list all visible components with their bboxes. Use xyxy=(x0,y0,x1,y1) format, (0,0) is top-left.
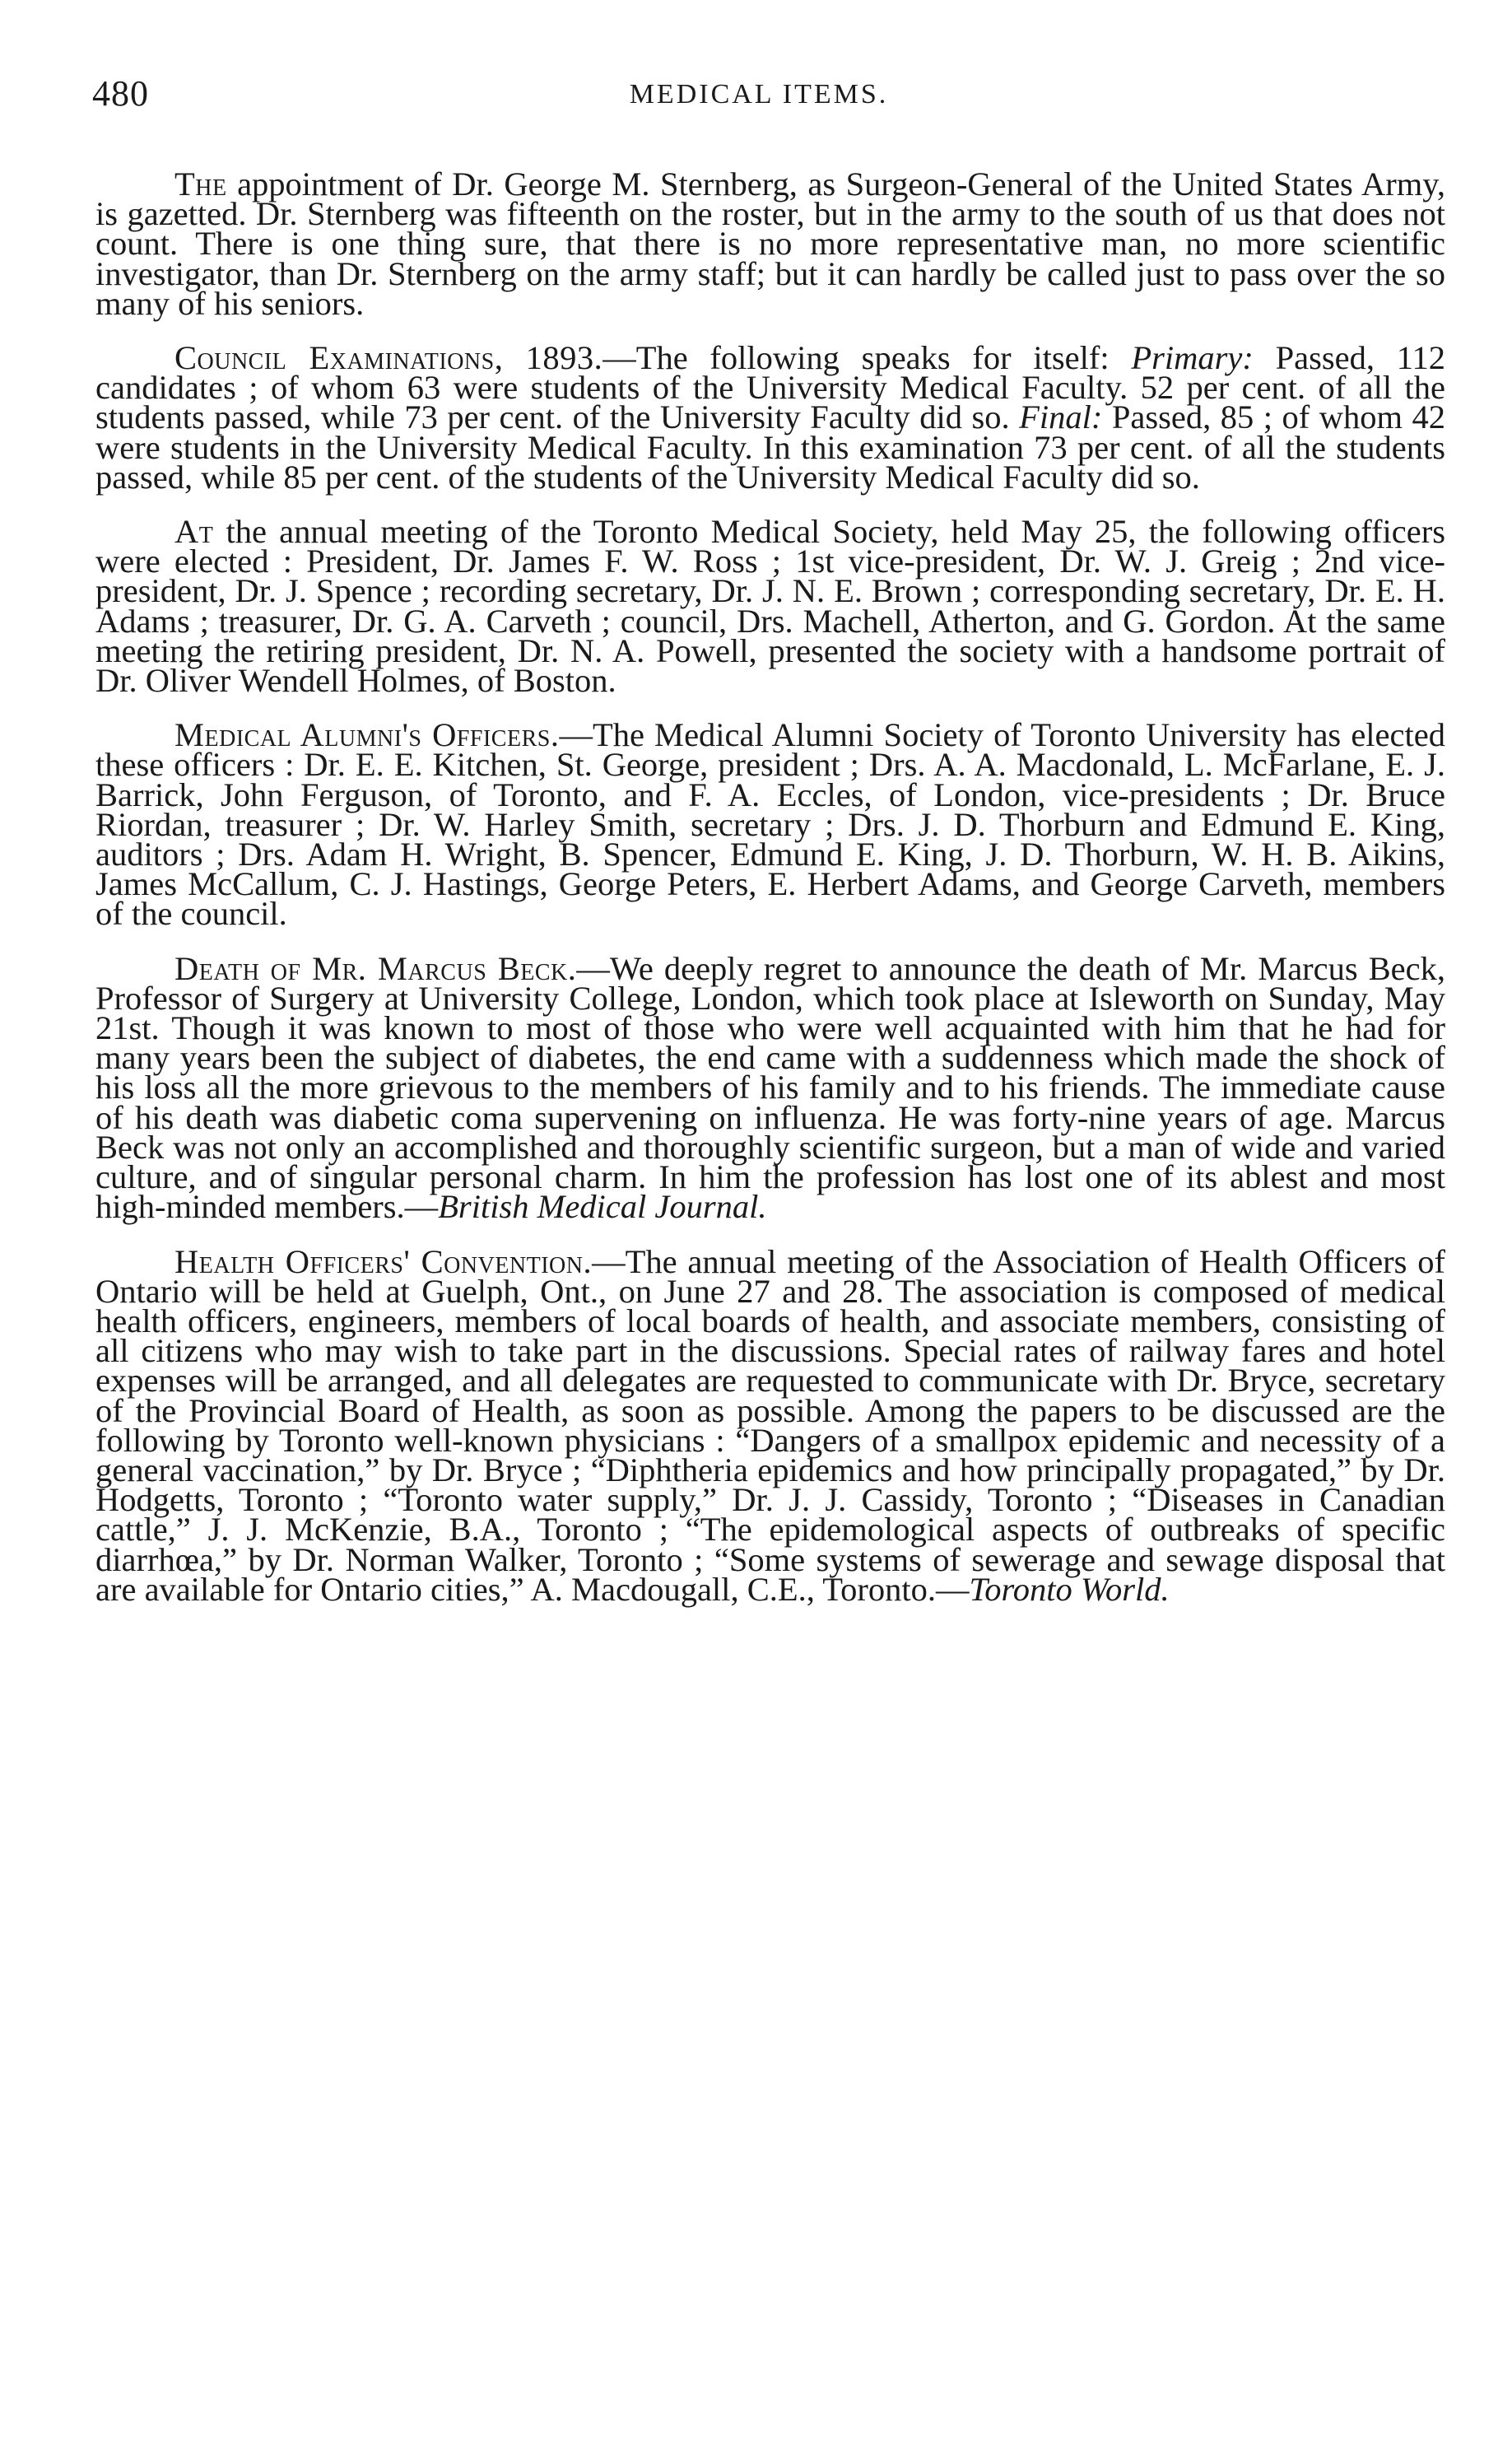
body-text xyxy=(95,165,1445,1608)
paragraph-council-examinations xyxy=(95,339,1445,496)
section-heading: Death of Mr. Marcus Beck. xyxy=(174,949,577,987)
paragraph-marcus-beck xyxy=(95,949,1445,1226)
paragraph-text: —We deeply regret to announce the death of Mr. Marcus Beck, Professor of Surgery at University College, London, which took place at Isleworth on Sunday, May 21st. Though it was known to most of those who were well acquainted with him that he had for many years been the subject of diabetes, the end came with a suddenness which made the shock of his loss all the more grievous to the members of his family and to his friends. The immediate cause of his death was diabetic coma supervening on influenza. He was forty-nine years of age. Marcus Beck was not only an accomplished and thoroughly scientific surgeon, but a man of wide and varied culture, and of singular personal charm. In him the profession has lost one of its ablest and most high-minded members.— xyxy=(95,949,1445,1226)
paragraph-text: —The annual meeting of the Association of Health Officers of Ontario will be held at Guelph, Ont., on June 27 and 28. The association is composed of medical health officers, engineers, members of local boards of health, and associate members, consisting of all citizens who may wish to take part in the discussions. Special rates of railway fares and hotel expenses will be arranged, and all delegates are requested to communicate with Dr. Bryce, secretary of the Provincial Board of Health, as soon as possible. Among the papers to be discussed are the following by Toronto well-known physicians : “Dangers of a smallpox epidemic and necessity of a general vaccination,” by Dr. Bryce ; “Diphtheria epidemics and how principally propagated,” by Dr. Hodgetts, Toronto ; “Toronto water supply,” Dr. J. J. Cassidy, Toronto ; “Diseases in Canadian cattle,” J. J. McKenzie, B.A., Toronto ; “The epidemological aspects of outbreaks of specific diarrhœa,” by Dr. Norman Walker, Toronto ; “Some systems of sewerage and sewage disposal that are available for Ontario cities,” A. Macdougall, C.E., Toronto.— xyxy=(95,1242,1445,1608)
paragraph-medical-alumni xyxy=(95,716,1445,933)
paragraph-text: Passed, 85 ; of whom 42 were students in the University Medical Faculty. In this examination 73 per cent. of all the students passed, while 85 per cent. of the students of the University Medical Faculty did so. xyxy=(95,398,1445,496)
italic-term-final: Final: xyxy=(1019,398,1103,436)
paragraph-sternberg xyxy=(95,165,1445,322)
lead-in: The xyxy=(174,165,227,203)
paragraph-text: —The Medical Alumni Society of Toronto University has elected these officers : Dr. E. E. Kitchen, St. George, president ; Drs. A. A. Macdonald, L. McFarlane, E. J. Barrick, John Ferguson, of Toronto, and F. A. Eccles, of London, vice-presidents ; Dr. Bruce Riordan, treasurer ; Dr. W. Harley Smith, secretary ; Drs. J. D. Thorburn and Edmund E. King, auditors ; Drs. Adam H. Wright, B. Spencer, Edmund E. King, J. D. Thorburn, W. H. B. Aikins, James McCallum, C. J. Hastings, George Peters, E. Herbert Adams, and George Carveth, members of the council. xyxy=(95,716,1445,933)
source-citation: British Medical Journal. xyxy=(438,1188,767,1226)
running-head xyxy=(92,72,1426,122)
paragraph-toronto-medical-society xyxy=(95,513,1445,700)
page-number: 480 xyxy=(92,73,149,114)
paragraph-health-officers xyxy=(95,1242,1445,1608)
section-heading: Health Officers' Convention. xyxy=(174,1242,593,1280)
italic-term-primary: Primary: xyxy=(1131,339,1254,377)
source-citation: Toronto World. xyxy=(969,1570,1170,1608)
section-heading: Medical Alumni's Officers. xyxy=(174,716,560,754)
running-title: MEDICAL ITEMS. xyxy=(629,79,889,109)
paragraph-text: the annual meeting of the Toronto Medical Society, held May 25, the following officers were elected : President, Dr. James F. W. Ross ; 1st vice-president, Dr. W. J. Greig ; 2nd vice-president, Dr. J. Spence ; recording secretary, Dr. J. N. E. Brown ; corresponding secretary, Dr. E. H. Adams ; treasurer, Dr. G. A. Carveth ; council, Drs. Machell, Atherton, and G. Gordon. At the same meeting the retiring president, Dr. N. A. Powell, presented the society with a handsome portrait of Dr. Oliver Wendell Holmes, of Boston. xyxy=(95,513,1445,700)
lead-in: At xyxy=(174,513,214,551)
paragraph-text: appointment of Dr. George M. Sternberg, as Surgeon-General of the United States Army, is gazetted. Dr. Sternberg was fifteenth on the roster, but in the army to the south of us that does not count. There is one thing sure, that there is no more representative man, no more scientific investigator, than Dr. Sternberg on the army staff; but it can hardly be called just to pass over the so many of his seniors. xyxy=(95,165,1445,322)
paragraph-text: —The following speaks for itself: xyxy=(602,339,1132,377)
section-heading: Council Examinations, 1893. xyxy=(174,339,603,377)
paragraph-text: Passed, 112 candidates ; of whom 63 were students of the University Medical Faculty. 52 per cent. of all the students passed, while 73 per cent. of the University Faculty did so. xyxy=(95,339,1445,436)
